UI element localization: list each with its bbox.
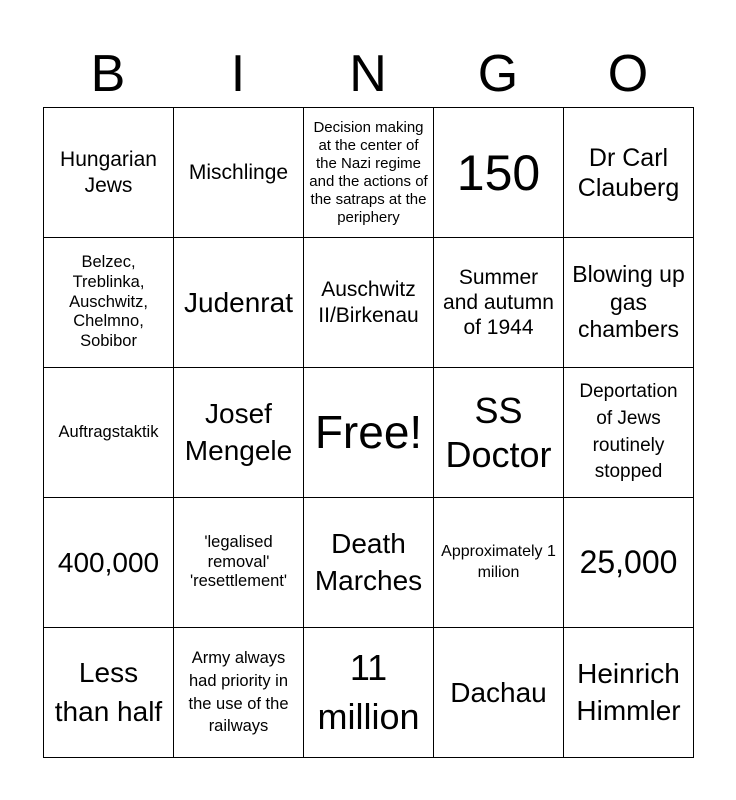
bingo-board <box>43 107 694 758</box>
board-row <box>44 368 694 498</box>
bingo-cell[interactable] <box>434 628 564 758</box>
cell-text: Summer and autumn of 1944 <box>443 265 554 340</box>
header-letter-b: B <box>90 45 126 103</box>
cell-text: Approximately 1 milion <box>441 542 556 581</box>
header-letter-g: G <box>477 45 519 103</box>
cell-text: Free! <box>314 405 423 458</box>
cell-text: Decision making at the center of the Nazi regime and the actions of the satraps at the periphery <box>309 118 428 226</box>
bingo-cell[interactable] <box>564 628 694 758</box>
bingo-cell[interactable] <box>564 368 694 498</box>
bingo-cell[interactable] <box>44 628 174 758</box>
bingo-cell[interactable] <box>44 368 174 498</box>
cell-text: Auftragstaktik <box>58 422 159 441</box>
bingo-cell[interactable] <box>564 108 694 238</box>
bingo-cell[interactable] <box>304 108 434 238</box>
bingo-cell[interactable] <box>304 628 434 758</box>
board-row <box>44 498 694 628</box>
cell-text: Belzec, Treblinka, Auschwitz, Chelmno, Sobibor <box>69 253 148 351</box>
cell-text: Josef Mengele <box>184 398 293 466</box>
cell-text: Death Marches <box>314 528 423 596</box>
cell-text: 150 <box>456 144 541 201</box>
cell-text: Dachau <box>450 676 547 708</box>
bingo-cell[interactable] <box>434 498 564 628</box>
header-letter-n: N <box>349 45 387 103</box>
header-letter-i: I <box>230 45 246 103</box>
cell-text: SS Doctor <box>445 390 552 475</box>
cell-text: Army always had priority in the use of the railways <box>188 648 289 736</box>
board-row <box>44 238 694 368</box>
bingo-cell[interactable] <box>174 498 304 628</box>
bingo-cell[interactable] <box>564 238 694 368</box>
cell-text: Heinrich Himmler <box>576 658 681 726</box>
board-row <box>44 108 694 238</box>
cell-text: 11 million <box>317 646 420 737</box>
bingo-header <box>43 42 693 106</box>
bingo-cell[interactable] <box>434 108 564 238</box>
cell-text: Mischlinge <box>188 160 289 184</box>
cell-text: 400,000 <box>57 546 160 578</box>
bingo-cell[interactable] <box>304 368 434 498</box>
bingo-cell[interactable] <box>44 108 174 238</box>
cell-text: Deportation of Jews routinely stopped <box>579 381 678 483</box>
bingo-cell[interactable] <box>174 368 304 498</box>
cell-text: Judenrat <box>184 286 293 318</box>
bingo-cell[interactable] <box>564 498 694 628</box>
bingo-cell[interactable] <box>304 238 434 368</box>
bingo-cell[interactable] <box>434 238 564 368</box>
bingo-cell[interactable] <box>174 238 304 368</box>
cell-text: Auschwitz II/Birkenau <box>318 278 419 327</box>
board-row <box>44 628 694 758</box>
cell-text: Hungarian Jews <box>60 148 157 197</box>
bingo-cell[interactable] <box>44 498 174 628</box>
cell-text: 'legalised removal' 'resettlement' <box>189 532 288 591</box>
cell-text: Blowing up gas chambers <box>572 261 685 343</box>
bingo-cell[interactable] <box>174 628 304 758</box>
bingo-cell[interactable] <box>44 238 174 368</box>
bingo-cell[interactable] <box>174 108 304 238</box>
cell-text: Less than half <box>54 656 163 727</box>
cell-text: 25,000 <box>579 544 678 581</box>
cell-text: Dr Carl Clauberg <box>577 143 680 202</box>
bingo-cell[interactable] <box>434 368 564 498</box>
bingo-cell[interactable] <box>304 498 434 628</box>
header-letter-o: O <box>607 45 649 103</box>
